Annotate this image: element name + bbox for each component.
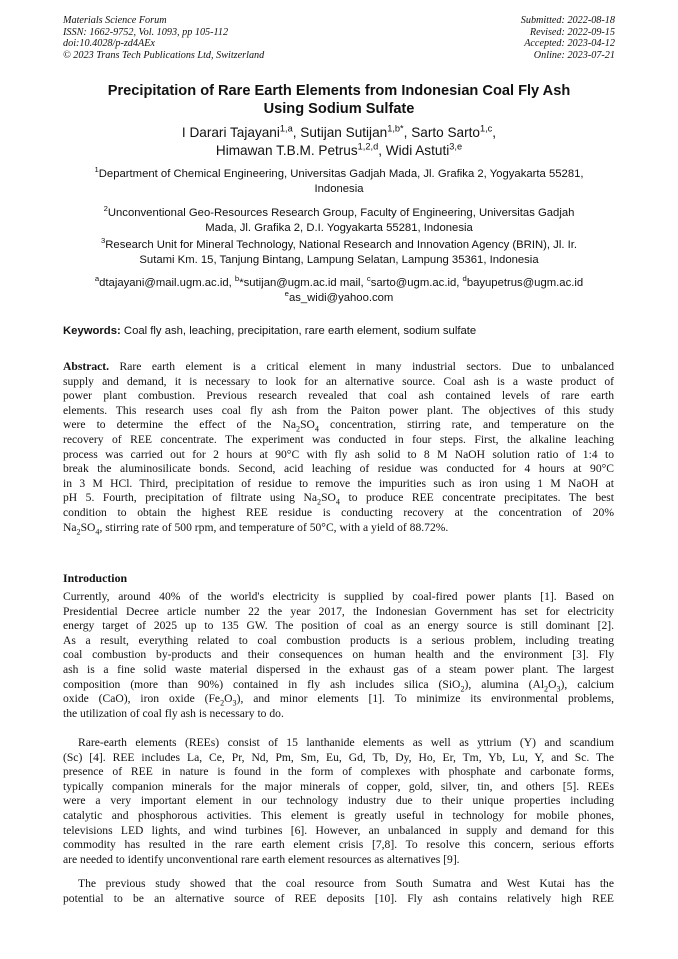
title-line-1: Precipitation of Rare Earth Elements from Indonesian Coal Fly Ash [107, 83, 571, 99]
intro-paragraph-2 [63, 736, 614, 867]
journal-doi[interactable]: doi:10.4028/p-zd4AEx [63, 38, 155, 50]
author-name: Sutijan Sutijan [300, 125, 388, 140]
paragraph-line: were a very important element in our technology industry due to their unique properties including [63, 794, 614, 808]
author-list [40, 124, 638, 159]
affiliation-3 [40, 238, 638, 268]
email-mark: c [366, 274, 371, 284]
date-submitted: Submitted: 2022-08-18 [520, 15, 615, 26]
title-line-2: Using Sodium Sulfate [263, 101, 415, 117]
abstract-label: Abstract. [63, 360, 110, 373]
abstract-line: process was carried out for 2 hours at 90°C with fly ash solid to 8 M NaOH solution ratio of 1:4 to [63, 447, 614, 461]
date-online: Online: 2023-07-21 [533, 49, 615, 61]
paragraph-line: presence of REE in nature is found in the form of complexes with phosphate and carbonate forms, [63, 765, 614, 779]
date-accepted: Accepted: 2023-04-12 [524, 38, 615, 50]
paragraph-line: coal combustion by-products and their consequences on human health and the environment [3]. Fly [63, 648, 614, 662]
paragraph-line: (Sc) [4]. REE includes La, Ce, Pr, Nd, Pm, Sm, Eu, Gd, Tb, Dy, Ho, Er, Tm, Yb, Lu, Y, and Sc. The [63, 750, 614, 764]
paragraph-line: televisions LED lights, and wind turbines [6]. However, an unbalanced in supply and demand for this [63, 823, 614, 837]
abstract-line: condition to obtain the highest REE residue is conducting recovery at the concentration of 20% [63, 505, 614, 519]
email-mark: a [94, 274, 100, 284]
intro-paragraph-3 [63, 877, 614, 906]
affil-text: Indonesia [314, 183, 364, 196]
abstract-line: were to determine the effect of the $Na_2SO_4$ concentration, stirring rate, and temperature on the [63, 418, 614, 433]
author-affil-mark: 1,c [479, 123, 493, 134]
abstract-line: $Na_2SO_4$, stirring rate of 500 rpm, and temperature of 50°C, with a yield of 88.72%. [63, 520, 449, 536]
email-mark: e [284, 289, 289, 299]
paragraph-line: Presidential Decree article number 22 the year 2017, the Indonesian Government has set for electricity [63, 604, 614, 618]
author-name: Himawan T.B.M. Petrus [215, 142, 358, 158]
paragraph-line: oxide (CaO), iron oxide $(Fe_2O_3)$, and minor elements [1]. To minimize its environmental problems, [63, 692, 614, 707]
journal-issn: ISSN: 1662-9752, Vol. 1093, pp 105-112 [63, 26, 229, 38]
paragraph-line: energy target of 2025 up to 135 GW. The position of coal as an energy source is still dominant [2]. [63, 619, 614, 633]
authors-line-2: Himawan T.B.M. Petrus$^{1,2,d}$, Widi Astuti$^{3,e}$ [215, 141, 463, 158]
submission-dates [521, 15, 615, 61]
email-link[interactable]: as_widi@yahoo.com [288, 292, 394, 305]
journal-name: Materials Science Forum [63, 15, 167, 26]
paragraph-line: the utilization of coal fly ash is necessary to do. [63, 706, 284, 720]
email-link[interactable]: bayupetrus@ugm.ac.id [466, 277, 584, 289]
paragraph-line: catalytic and phosphorous activities. This element is greatly useful in technology for mobile phones, [63, 808, 614, 822]
intro-paragraph-1 [63, 590, 614, 721]
author-emails [40, 276, 638, 306]
paragraph-line: As a result, everything related to coal combustion products is a serious problem, including treating [63, 633, 614, 647]
abstract-line: recovery of REE concentrate. The experiment was conducted in four steps. First, the alkaline leaching [63, 432, 614, 446]
email-mark: b [234, 274, 240, 284]
keywords [63, 324, 623, 338]
paragraph-line: The previous study showed that the coal resource from South Sumatra and West Kutai has the [78, 877, 614, 890]
affil-text: Sutami Km. 15, Tanjung Bintang, Lampung Selatan, Lampung 35361, Indonesia [139, 254, 539, 267]
paragraph-line: ash is a fine solid waste material dispersed in the exhaust gas of a steam power plant. The largest [63, 662, 614, 676]
section-heading-introduction: Introduction [63, 571, 128, 585]
paragraph-line: composition (more than 90%) contained in fly ash includes silica (SiO$_2$), alumina $(Al_2O_3)$, calcium [63, 677, 614, 693]
abstract-line: power plant combustion. Previous research revealed that coal ash contained levels of rare earth [63, 389, 614, 403]
abstract-line: elements. This research uses coal fly ash from the Paiton power plant. The objectives of this study [63, 403, 614, 417]
email-link[interactable]: *sutijan@ugm.ac.id mail, [239, 277, 367, 289]
affil-text: Mada, Jl. Grafika 2, D.I. Yogyakarta 55281, Indonesia [205, 222, 473, 235]
paragraph-line: commodity has resulted in the rare earth element crisis [7,8]. To resolve this concern, serious efforts [63, 838, 614, 852]
email-link[interactable]: sarto@ugm.ac.id, [370, 277, 463, 289]
abstract-line [63, 360, 614, 375]
affil-text: Research Unit for Mineral Technology, National Research and Innovation Agency (BRIN), Jl. Ir. [105, 239, 578, 251]
paragraph-line: typically companion minerals for the major minerals of copper, gold, silver, tin, and others [5]. REEs [63, 779, 614, 793]
affiliation-1 [40, 167, 638, 197]
email-link[interactable]: dtajayani@mail.ugm.ac.id, [99, 277, 235, 289]
paper-title [40, 82, 638, 118]
paragraph-line: Rare-earth elements (REEs) consist of 15 lanthanide elements as well as yttrium (Y) and scandium [78, 736, 614, 749]
author-name: Widi Astuti [385, 142, 450, 158]
paragraph-line: potential to be an alternative source of REE deposits [10]. Fly ash contains relatively high REE [63, 891, 614, 905]
affil-number: 3 [100, 236, 106, 246]
author-name: I Darari Tajayani [181, 125, 280, 140]
journal-copyright: © 2023 Trans Tech Publications Ltd, Switzerland [63, 49, 265, 61]
keywords-text: Coal fly ash, leaching, precipitation, rare earth element, sodium sulfate [120, 325, 477, 337]
paragraph-line: Currently, around 40% of the world's electricity is supplied by coal-fired power plants [1]. Based on [63, 590, 614, 603]
affiliation-2 [40, 206, 638, 236]
affil-text: Unconventional Geo-Resources Research Group, Faculty of Engineering, Universitas Gadjah [107, 207, 575, 219]
abstract-line: pH 5. Fourth, precipitation of filtrate using $Na_2SO_4$ to produce REE concentrate precipitates. The best [63, 491, 614, 506]
date-revised: Revised: 2022-09-15 [529, 26, 615, 38]
affil-text: Department of Chemical Engineering, Universitas Gadjah Mada, Jl. Grafika 2, Yogyakarta 55281, [98, 168, 584, 180]
author-name: Sarto Sarto [411, 125, 480, 140]
abstract-line: in 3 M HCl. Third, precipitation of residue to remove the impurities such as iron using 1 M NaOH at [63, 476, 614, 490]
paragraph-line: are needed to identify unconventional rare earth element resources as alternatives [9]. [63, 852, 460, 866]
abstract-line: supply and demand, it is necessary to look for an alternative source. Coal ash is a waste product of [63, 374, 614, 388]
affil-number: 2 [103, 204, 108, 214]
authors-line-1: I Darari Tajayani$^{1,a}$, Sutijan Sutijan$^{1,b*}$, Sarto Sarto$^{1,c}$, [181, 123, 497, 140]
abstract [63, 360, 614, 535]
journal-info [63, 15, 264, 61]
abstract-line: break the aluminosilicate bonds. Second, acid leaching of residue was conducted for 4 hours at 90°C [63, 462, 614, 476]
keywords-label: Keywords: [63, 325, 121, 337]
author-affil-mark: 3,e [449, 141, 463, 152]
affil-number: 1 [94, 165, 99, 175]
author-affil-mark: 1,2,d [357, 141, 379, 152]
abstract-text: Rare earth element is a critical element in many industrial sectors. Due to unbalanced [109, 360, 614, 373]
author-affil-mark: 1,b* [387, 123, 404, 134]
email-mark: d [462, 274, 467, 284]
author-affil-mark: 1,a [279, 123, 293, 134]
